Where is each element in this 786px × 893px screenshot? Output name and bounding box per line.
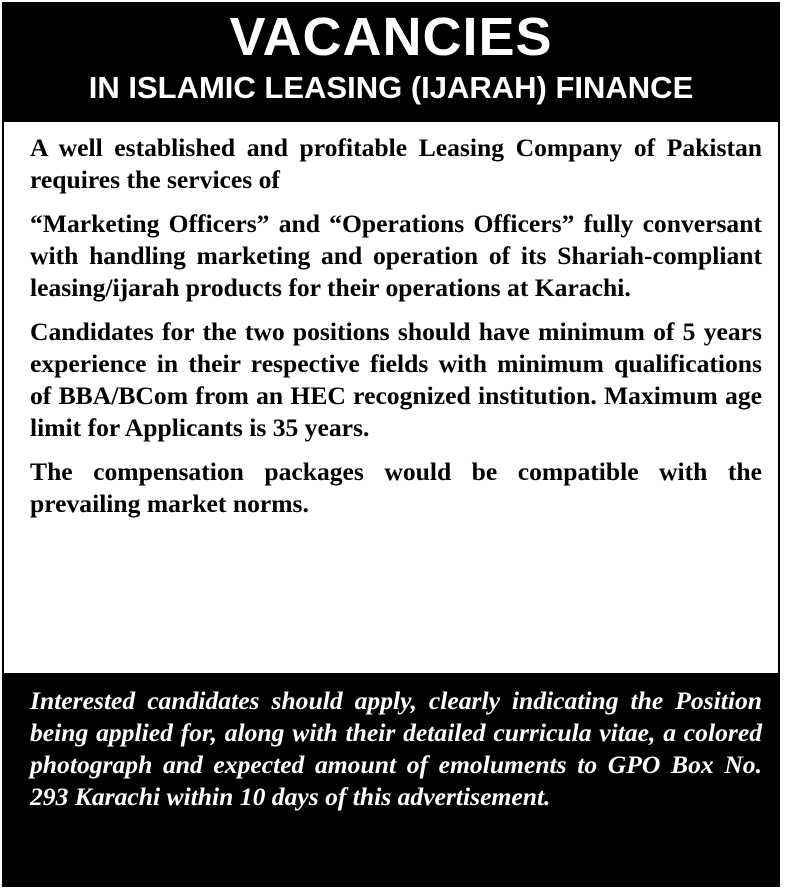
- compensation-paragraph: The compensation packages would be compatible with the prevailing market norms.: [30, 457, 762, 518]
- ad-subtitle: IN ISLAMIC LEASING (IJARAH) FINANCE: [88, 70, 694, 105]
- ad-title: VACANCIES: [229, 7, 553, 67]
- ad-header-banner: [4, 4, 778, 122]
- job-advertisement: [2, 2, 780, 887]
- ad-body: [4, 122, 778, 520]
- requirements-paragraph: Candidates for the two positions should have minimum of 5 years experience in their respective fields with minimum qualifications of BBA/BCom from an HEC recognized institution. Maximum age limit for Applicants is 35 years.: [30, 317, 762, 442]
- intro-paragraph: A well established and profitable Leasing Company of Pakistan requires the services of: [30, 133, 762, 194]
- application-instructions: Interested candidates should apply, clearly indicating the Position being applied for, along with their detailed curricula vitae, a colored photograph and expected amount of emoluments to GPO Box No. 293 Karachi within 10 days of this advertisement.: [30, 686, 762, 811]
- positions-paragraph: “Marketing Officers” and “Operations Officers” fully conversant with handling marketing and operation of its Shariah-compliant leasing/ijarah products for their operations at Karachi.: [30, 209, 762, 302]
- application-instructions-banner: [4, 673, 778, 885]
